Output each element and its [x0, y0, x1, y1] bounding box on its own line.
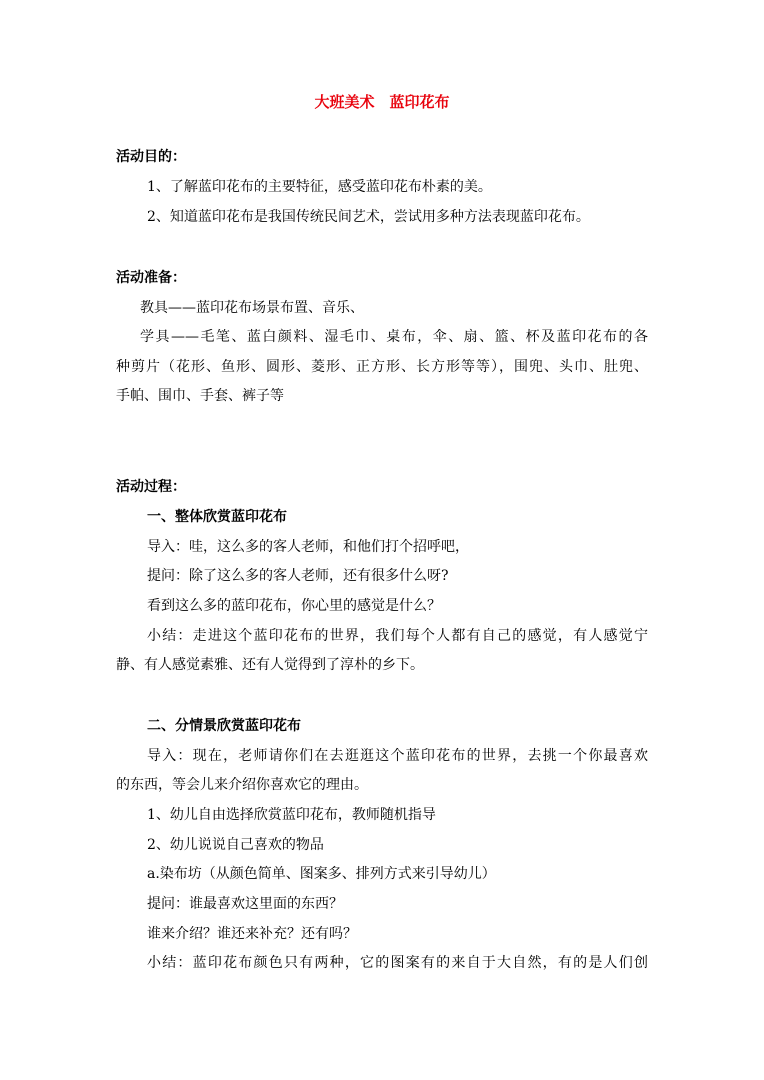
section2-line-2: 的东西，等会儿来介绍你喜欢它的理由。: [116, 777, 368, 793]
section2-line-7: 谁来介绍？谁还来补充？还有吗？: [147, 926, 357, 942]
prep-line-4: 手帕、围巾、手套、裤子等: [116, 388, 284, 404]
goal-item-2: 2、知道蓝印花布是我国传统民间艺术，尝试用多种方法表现蓝印花布。: [147, 209, 590, 225]
section2-line-4: 2、幼儿说说自己喜欢的物品: [147, 837, 324, 853]
prep-line-2: 学具——毛笔、蓝白颜料、湿毛巾、桌布，伞、扇、篮、杯及蓝印花布的各: [140, 329, 648, 345]
document-title: 大班美术 蓝印花布: [314, 93, 450, 111]
section1-line-2: 提问：除了这么多的客人老师，还有很多什么呀?: [147, 568, 449, 584]
section1-line-4: 小结：走进这个蓝印花布的世界，我们每个人都有自己的感觉，有人感觉宁: [147, 628, 648, 644]
section1-line-5: 静、有人感觉素雅、还有人觉得到了淳朴的乡下。: [116, 657, 424, 673]
goal-item-1: 1、了解蓝印花布的主要特征，感受蓝印花布朴素的美。: [147, 179, 492, 195]
prep-heading: 活动准备：: [116, 270, 186, 286]
goals-heading: 活动目的：: [116, 149, 186, 165]
section2-title: 二、分情景欣赏蓝印花布: [147, 718, 301, 734]
section2-line-8: 小结：蓝印花布颜色只有两种，它的图案有的来自于大自然，有的是人们创: [147, 955, 648, 971]
section1-title: 一、整体欣赏蓝印花布: [147, 509, 287, 525]
prep-line-3: 种剪片（花形、鱼形、圆形、菱形、正方形、长方形等等），围兜、头巾、肚兜、: [116, 359, 648, 375]
section1-line-1: 导入：哇，这么多的客人老师，和他们打个招呼吧，: [147, 539, 469, 555]
process-heading: 活动过程：: [116, 479, 186, 495]
section2-line-5: a.染布坊（从颜色简单、图案多、排列方式来引导幼儿）: [147, 866, 496, 882]
section2-line-6: 提问：谁最喜欢这里面的东西？: [147, 896, 343, 912]
section2-line-3: 1、幼儿自由选择欣赏蓝印花布，教师随机指导: [147, 807, 436, 823]
section1-line-3: 看到这么多的蓝印花布，你心里的感觉是什么？: [147, 598, 441, 614]
prep-line-1: 教具——蓝印花布场景布置、音乐、: [140, 300, 364, 316]
section2-line-1: 导入：现在，老师请你们在去逛逛这个蓝印花布的世界，去挑一个你最喜欢: [147, 748, 648, 764]
